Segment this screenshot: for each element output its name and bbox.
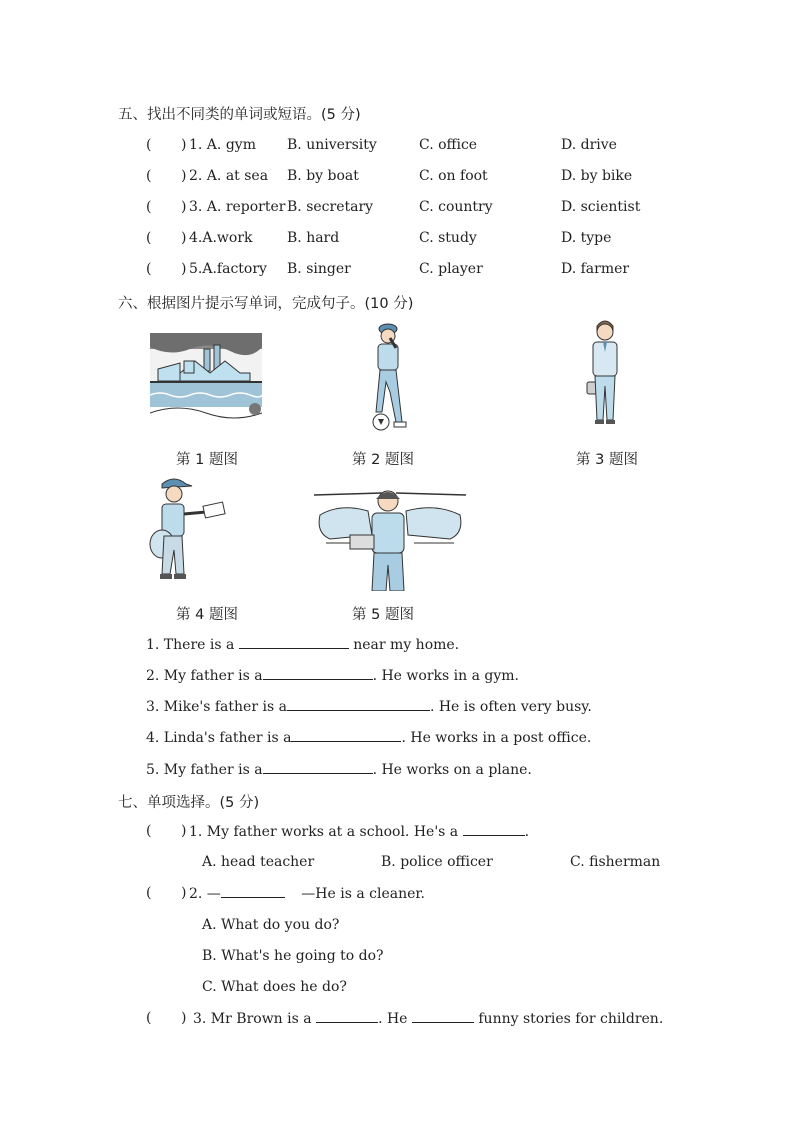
fill-sentence [146,761,532,778]
pilot-illustration [310,485,468,591]
answer-paren-open: ( [146,1010,152,1026]
answer-blank[interactable] [412,1010,474,1023]
question-mid: . He [378,1011,408,1027]
answer-paren-close: ) [181,199,187,215]
option-b: B. What's he going to do? [202,948,384,964]
sentence-text: . He works in a gym. [372,668,519,684]
section6-title: 六、根据图片提示写单词，完成句子。(10 分) [118,296,414,312]
option-c: C. player [419,261,483,277]
option-b: B. by boat [287,168,359,184]
answer-paren-close: ) [181,137,187,153]
answer-blank[interactable] [263,667,373,680]
sentence-text: . He is often very busy. [429,699,592,715]
sentence-text: 1. There is a [146,637,235,653]
question-stem [189,885,425,902]
sentence-text: . He works in a post office. [401,730,592,746]
question-answer: —He is a cleaner. [301,886,425,902]
answer-blank[interactable] [263,761,373,774]
option-c: C. fisherman [570,854,661,870]
option-c: C. study [419,230,477,246]
question-end: . [524,824,530,840]
option-c: C. country [419,199,493,215]
option-d: D. type [561,230,612,246]
question-stem [193,1010,663,1027]
option-d: D. by bike [561,168,633,184]
answer-paren-close: ) [181,261,187,277]
answer-paren-open: ( [146,199,152,215]
fill-sentence [146,667,519,684]
sentence-text: near my home. [353,637,460,653]
picture-caption: 第 3 题图 [576,452,638,468]
option-a: 5.A.factory [189,261,267,277]
answer-paren-close: ) [181,168,187,184]
option-a: 3. A. reporter [189,199,286,215]
fill-sentence [146,698,592,715]
answer-paren-open: ( [146,823,152,839]
answer-paren-open: ( [146,168,152,184]
option-b: B. singer [287,261,351,277]
option-c: C. What does he do? [202,979,347,995]
answer-blank[interactable] [291,729,401,742]
answer-paren-open: ( [146,261,152,277]
fill-sentence [146,636,459,653]
picture-caption: 第 2 题图 [352,452,414,468]
question-text: 1. My father works at a school. He's a [189,824,459,840]
answer-paren-close: ) [181,823,187,839]
option-b: B. university [287,137,377,153]
sentence-text: . He works on a plane. [372,762,532,778]
sentence-text: 3. Mike's father is a [146,699,287,715]
answer-blank[interactable] [463,823,525,836]
picture-caption: 第 5 题图 [352,607,414,623]
option-d: D. drive [561,137,617,153]
option-a: A. head teacher [202,854,315,870]
question-text: 3. Mr Brown is a [193,1011,312,1027]
answer-paren-close: ) [181,885,187,901]
option-b: B. hard [287,230,340,246]
office-worker-illustration [585,316,625,428]
section7-title: 七、单项选择。(5 分) [118,795,260,811]
option-c: C. office [419,137,478,153]
sentence-text: 5. My father is a [146,762,263,778]
question-text: 2. — [189,886,221,902]
option-c: C. on foot [419,168,488,184]
question-stem [189,823,529,840]
picture-caption: 第 1 题图 [176,452,238,468]
postman-illustration [148,474,228,586]
section5-title: 五、找出不同类的单词或短语。(5 分) [118,107,361,123]
answer-paren-close: ) [181,1010,187,1026]
answer-paren-open: ( [146,885,152,901]
answer-paren-open: ( [146,230,152,246]
sentence-text: 2. My father is a [146,668,263,684]
sentence-text: 4. Linda's father is a [146,730,292,746]
answer-blank[interactable] [221,885,285,898]
answer-paren-open: ( [146,137,152,153]
option-a: 1. A. gym [189,137,256,153]
football-player-illustration [366,322,412,434]
option-a: 4.A.work [189,230,253,246]
picture-caption: 第 4 题图 [176,607,238,623]
option-a: 2. A. at sea [189,168,269,184]
answer-blank[interactable] [316,1010,378,1023]
option-d: D. scientist [561,199,641,215]
option-a: A. What do you do? [202,917,340,933]
answer-blank[interactable] [239,636,349,649]
question-end: funny stories for children. [478,1011,664,1027]
answer-paren-close: ) [181,230,187,246]
option-d: D. farmer [561,261,630,277]
option-b: B. secretary [287,199,374,215]
option-b: B. police officer [381,854,493,870]
fill-sentence [146,729,591,746]
answer-blank[interactable] [287,698,430,711]
factory-illustration [150,333,262,425]
